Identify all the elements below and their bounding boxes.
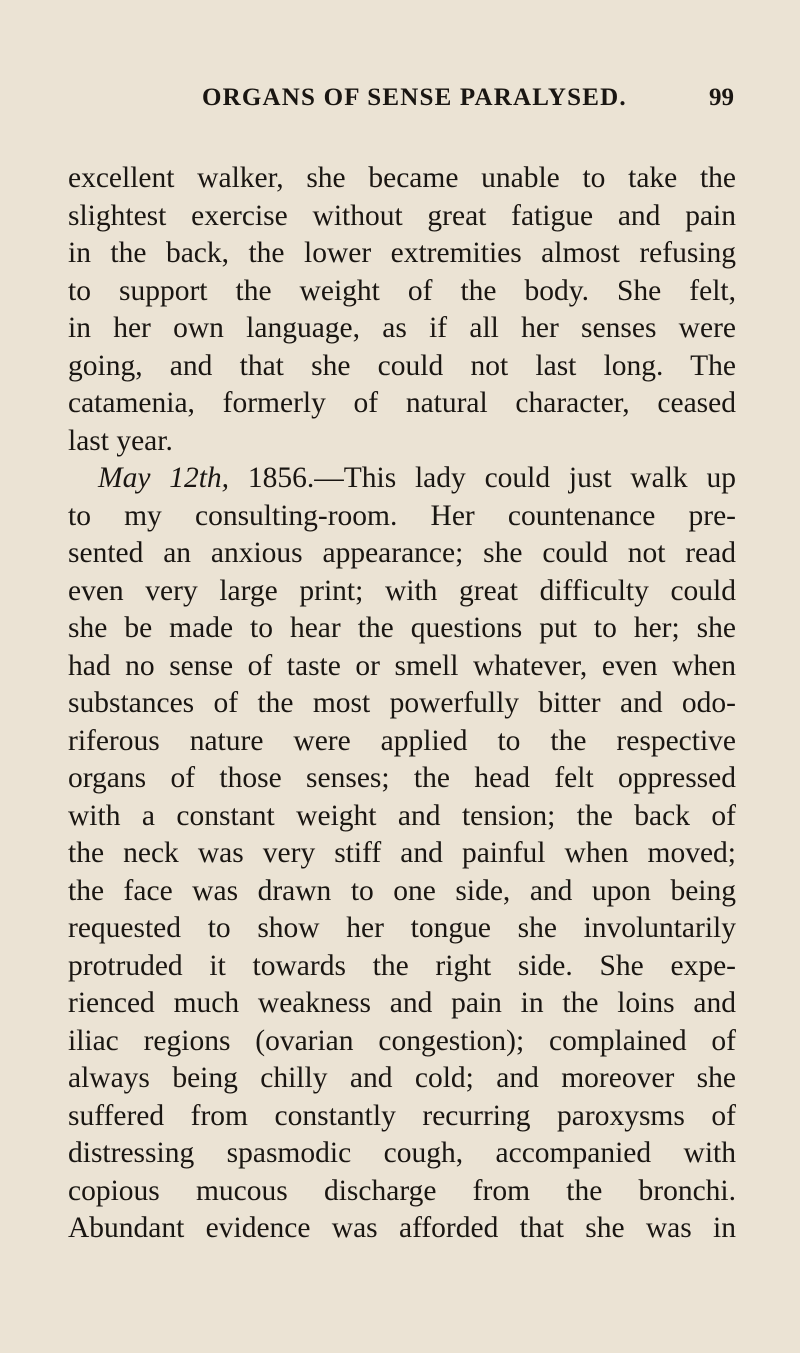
text-line: in her own language, as if all her senses were [68, 312, 736, 344]
text-line: sented an anxious appearance; she could not read [68, 537, 736, 569]
text-line: always being chilly and cold; and moreover she [68, 1062, 736, 1094]
text-line: protruded it towards the right side. She expe- [68, 949, 736, 982]
text-line: riferous nature were applied to the respective [68, 724, 736, 757]
body-text [68, 160, 736, 1248]
text-line: the face was drawn to one side, and upon being [68, 874, 736, 907]
text-line: rienced much weakness and pain in the loins and [68, 987, 736, 1019]
text-line: she be made to hear the questions put to her; she [68, 612, 736, 644]
text-line: with a constant weight and tension; the back of [68, 799, 736, 832]
entry-text: 1856.—This lady could just walk up [229, 462, 736, 494]
page-number: 99 [709, 84, 734, 111]
text-line: organs of those senses; the head felt oppressed [68, 762, 736, 794]
text-line: last year. [68, 424, 173, 457]
running-head [68, 84, 736, 124]
text-line: suffered from constantly recurring paroxysms of [68, 1099, 736, 1132]
text-line: distressing spasmodic cough, accompanied with [68, 1137, 736, 1169]
text-line: copious mucous discharge from the bronchi. [68, 1174, 736, 1207]
text-line: the neck was very stiff and painful when moved; [68, 837, 736, 869]
entry-date: May 12th, [98, 462, 230, 494]
text-line: going, and that she could not last long. The [68, 349, 736, 382]
text-line: substances of the most powerfully bitter and odo- [68, 687, 736, 719]
text-line: catamenia, formerly of natural character, ceased [68, 387, 736, 419]
text-line: had no sense of taste or smell whatever, even when [68, 649, 736, 682]
text-line: slightest exercise without great fatigue and pain [68, 199, 736, 232]
text-line: to my consulting-room. Her countenance pre- [68, 499, 736, 532]
running-title: ORGANS OF SENSE PARALYSED. [202, 84, 627, 111]
text-line: in the back, the lower extremities almost refusing [68, 237, 736, 269]
text-line: requested to show her tongue she involuntarily [68, 912, 736, 944]
text-line: excellent walker, she became unable to take the [68, 162, 736, 194]
text-line: iliac regions (ovarian congestion); complained of [68, 1024, 736, 1057]
text-line: to support the weight of the body. She felt, [68, 274, 736, 307]
paragraph-start-line [68, 460, 736, 498]
text-line: even very large print; with great difficulty could [68, 574, 736, 607]
text-line: Abundant evidence was afforded that she was in [68, 1212, 736, 1244]
